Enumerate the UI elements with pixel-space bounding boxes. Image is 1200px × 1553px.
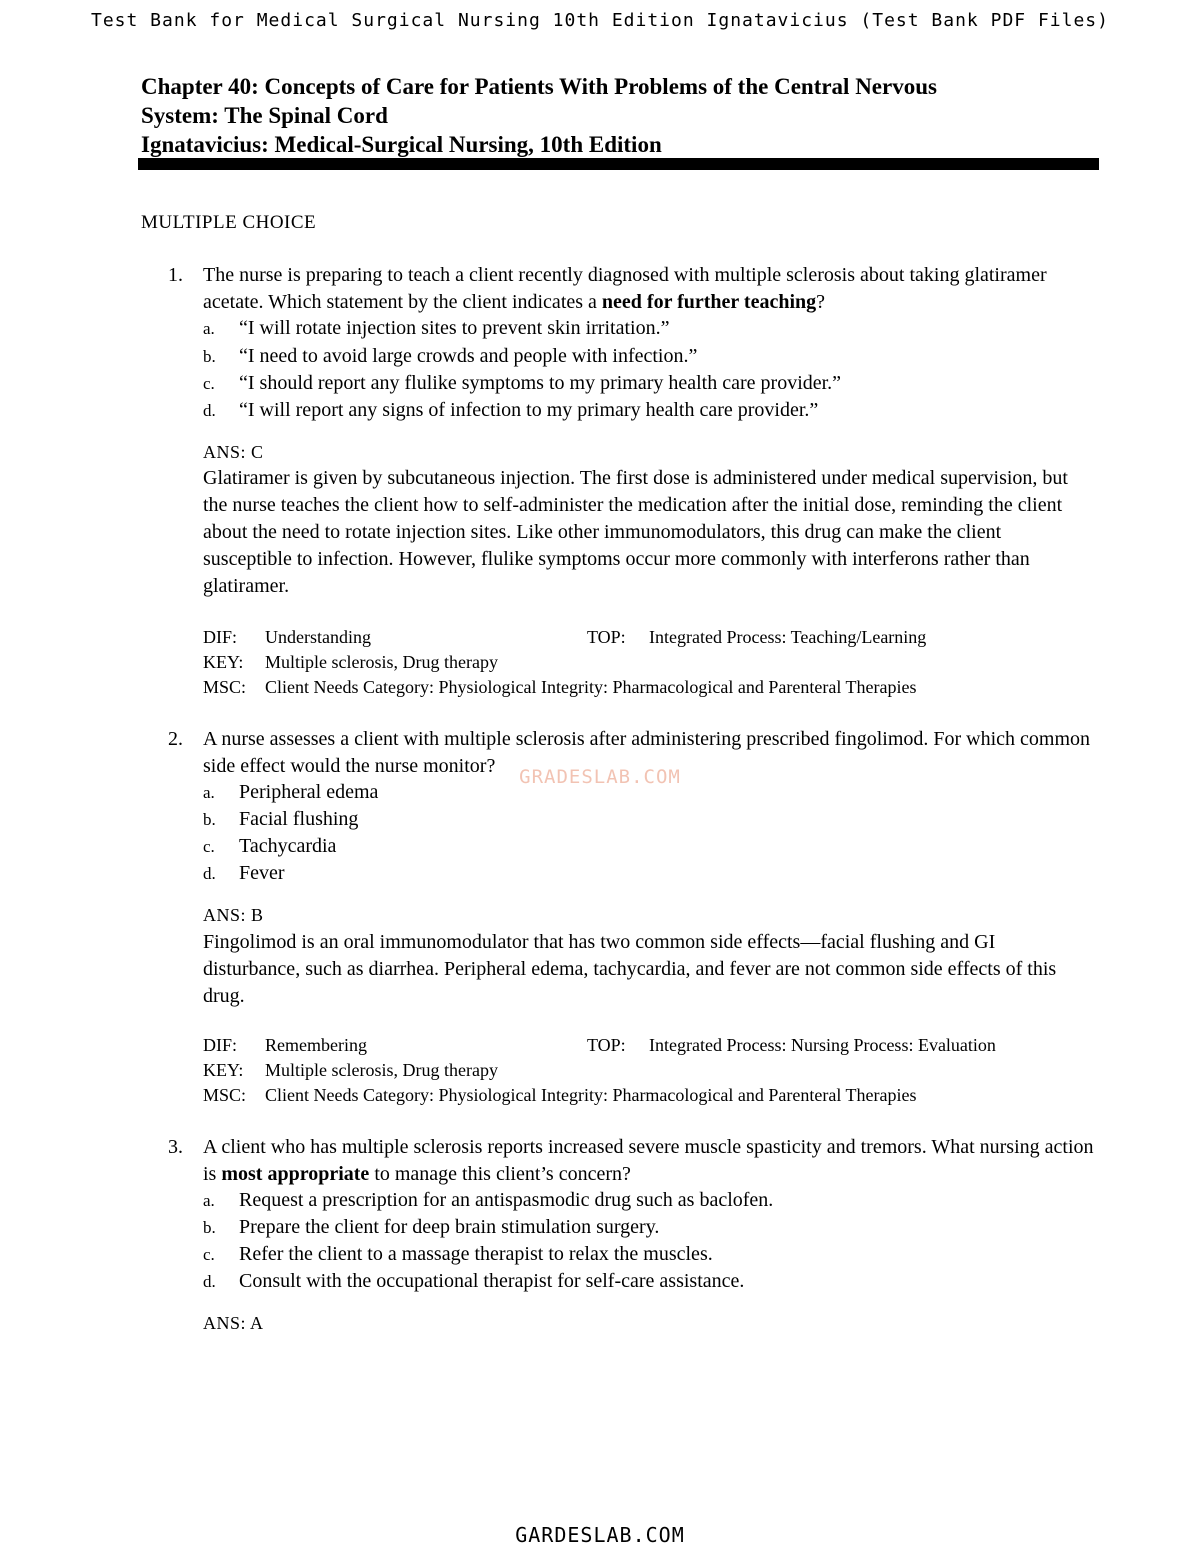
- option-d: d. Consult with the occupational therapist for self-care assistance.: [203, 1270, 745, 1292]
- answer: ANS: C: [203, 442, 264, 462]
- question-stem: The nurse is preparing to teach a client recently diagnosed with multiple sclerosis about taking glatiramer acetate. Which statement by the client indicates a need for further teaching?: [203, 264, 1047, 313]
- rationale: Fingolimod is an oral immunomodulator that has two common side effects—facial flushing and GI disturbance, such as diarrhea. Peripheral edema, tachycardia, and fever are not common side effects of this drug.: [203, 931, 1057, 1007]
- option-b: b. “I need to avoid large crowds and people with infection.”: [203, 345, 698, 367]
- difficulty: DIF: Understanding: [203, 627, 371, 647]
- title-divider: [138, 158, 1099, 170]
- page-footer: GARDESLAB.COM: [515, 1523, 685, 1547]
- topic: TOP: Integrated Process: Teaching/Learning: [587, 627, 927, 647]
- option-c: c. Refer the client to a massage therapist to relax the muscles.: [203, 1243, 713, 1265]
- answer: ANS: A: [203, 1313, 264, 1333]
- msc-category: MSC: Client Needs Category: Physiological Integrity: Pharmacological and Parenteral Therapies: [203, 1085, 917, 1105]
- keywords: KEY: Multiple sclerosis, Drug therapy: [203, 1060, 498, 1080]
- question-stem: A nurse assesses a client with multiple sclerosis after administering prescribed fingolimod. For which common side effect would the nurse monitor?: [203, 728, 1091, 777]
- chapter-title: [141, 72, 1101, 159]
- option-a: a. Peripheral edema: [203, 781, 379, 803]
- option-b: b. Prepare the client for deep brain stimulation surgery.: [203, 1216, 660, 1238]
- question-number: 2.: [168, 728, 183, 750]
- emphasis: most appropriate: [221, 1163, 370, 1185]
- rationale: Glatiramer is given by subcutaneous injection. The first dose is administered under medical supervision, but the nurse teaches the client how to self-administer the medication after the initial dose, reminding the client about the need to rotate injection sites. Like other immunomodulators, this drug can make the client susceptible to infection. However, flulike symptoms occur more commonly with interferons rather than glatiramer.: [203, 467, 1068, 597]
- msc-category: MSC: Client Needs Category: Physiological Integrity: Pharmacological and Parenteral Therapies: [203, 677, 917, 697]
- question-stem: A client who has multiple sclerosis reports increased severe muscle spasticity and tremors. What nursing action is most appropriate to manage this client’s concern?: [203, 1136, 1094, 1185]
- answer: ANS: B: [203, 905, 264, 925]
- keywords: KEY: Multiple sclerosis, Drug therapy: [203, 652, 498, 672]
- option-d: d. Fever: [203, 862, 285, 884]
- question-number: 1.: [168, 264, 183, 286]
- option-c: c. “I should report any flulike symptoms to my primary health care provider.”: [203, 372, 842, 394]
- emphasis: need for further teaching: [601, 291, 817, 313]
- option-a: a. “I will rotate injection sites to prevent skin irritation.”: [203, 317, 670, 339]
- section-heading: MULTIPLE CHOICE: [141, 212, 317, 233]
- option-d: d. “I will report any signs of infection to my primary health care provider.”: [203, 399, 819, 421]
- topic: TOP: Integrated Process: Nursing Process: Evaluation: [587, 1035, 996, 1055]
- watermark: GRADESLAB.COM: [519, 766, 681, 788]
- running-header: Test Bank for Medical Surgical Nursing 10th Edition Ignatavicius (Test Bank PDF Files): [91, 10, 1109, 31]
- chapter-title-line-3: Ignatavicius: Medical-Surgical Nursing, 10th Edition: [141, 132, 662, 157]
- option-b: b. Facial flushing: [203, 808, 359, 830]
- option-a: a. Request a prescription for an antispasmodic drug such as baclofen.: [203, 1189, 774, 1211]
- chapter-title-line-2: System: The Spinal Cord: [141, 103, 388, 128]
- option-c: c. Tachycardia: [203, 835, 337, 857]
- chapter-title-line-1: Chapter 40: Concepts of Care for Patients With Problems of the Central Nervous: [141, 74, 937, 99]
- difficulty: DIF: Remembering: [203, 1035, 367, 1055]
- question-number: 3.: [168, 1136, 183, 1158]
